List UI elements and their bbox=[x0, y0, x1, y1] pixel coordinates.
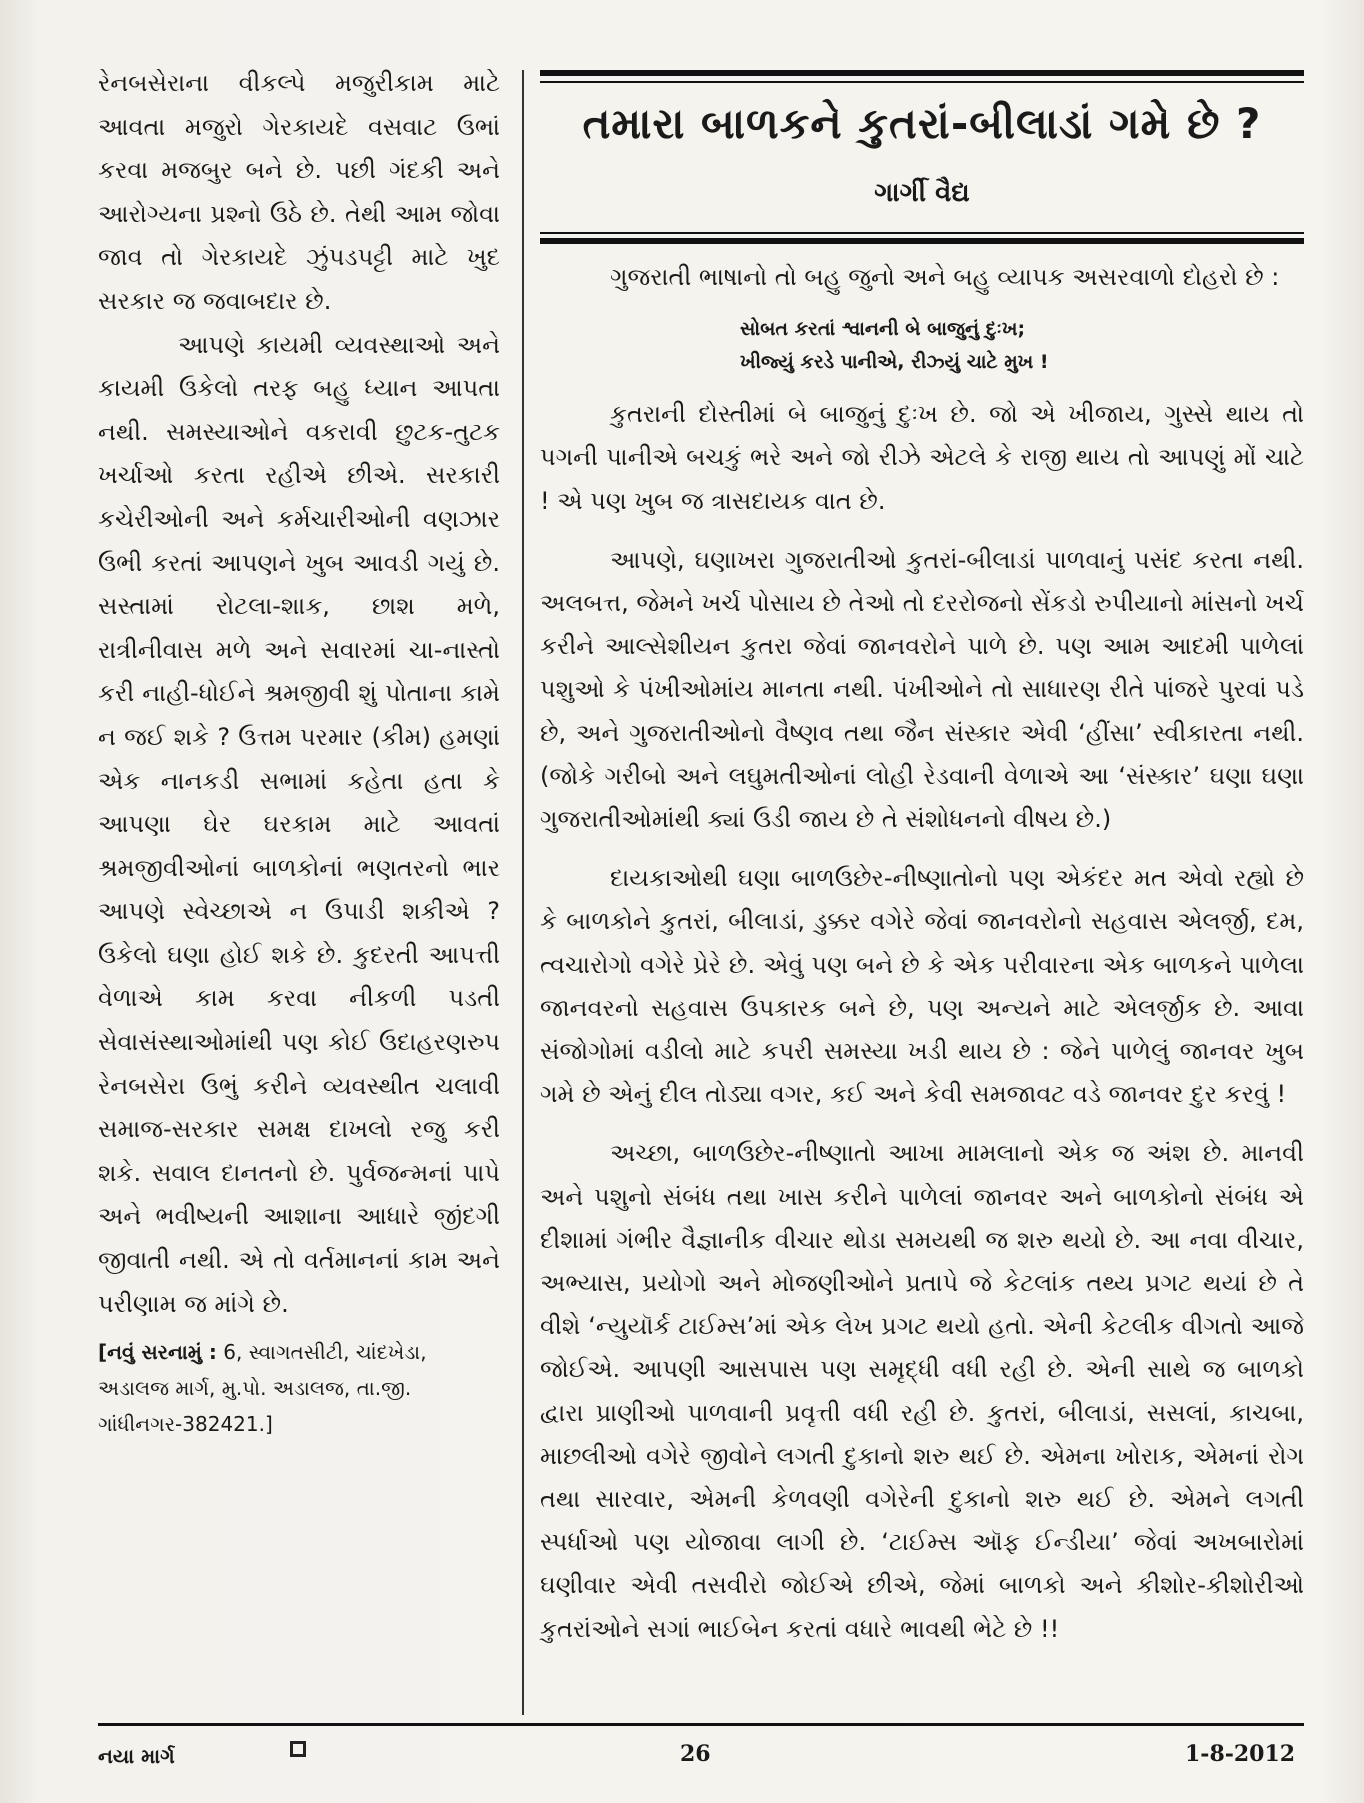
article-headline: તમારા બાળકને કુતરાં-બીલાડાં ગમે છે ? bbox=[582, 99, 1262, 148]
article-intro: ગુજરાતી ભાષાનો તો બહુ જુનો અને બહુ વ્યાપક અસરવાળો દોહરો છે : bbox=[610, 263, 1280, 291]
verse-line-2: ખીજ્યું કરડે પાનીએ, રીઝ્યું ચાટે મુખ ! bbox=[740, 351, 1049, 374]
address-label: [નવું સરનામું : bbox=[98, 1340, 217, 1365]
author-address bbox=[98, 1334, 500, 1442]
article-paragraph-2: આપણે, ઘણાખરા ગુજરાતીઓ કુતરાં-બીલાડાં પાળવાનું પસંદ કરતા નથી. અલબત્ત, જેમને ખર્ચ પોસાય છે તેઓ તો દરરોજનો સેંકડો રુપીયાનો માંસનો ખર્ચ કરીને આલ્સેશીયન કુતરા જેવાં જાનવરોને પાળે છે. પણ આમ આદમી પાળેલાં પશુઓ કે પંખીઓમાંય માનતા નથી. પંખીઓને તો સાધારણ રીતે પાંજરે પુરવાં પડે છે, અને ગુજરાતીઓનો વૈષ્ણવ તથા જૈન સંસ્કાર એવી ‘હીંસા’ સ્વીકારતા નથી. (જોકે ગરીબો અને લઘુમતીઓનાં લોહી રેડવાની વેળાએ આ ‘સંસ્કાર’ ઘણા ઘણા ગુજરાતીઓમાંથી ક્યાં ઉડી જાય છે તે સંશોધનનો વીષય છે.) bbox=[540, 545, 1304, 834]
column-divider bbox=[522, 70, 524, 1715]
address-text: 6, સ્વાગતસીટી, ચાંદખેડા, અડાલજ માર્ગ, મુ.પો. અડાલજ, તા.જી. ગાંધીનગર-382421.] bbox=[98, 1340, 427, 1437]
page-number: 26 bbox=[680, 1741, 711, 1767]
left-paragraph-1: રેનબસેરાના વીકલ્પે મજુરીકામ માટે આવતા મજુરો ગેરકાયદે વસવાટ ઉભાં કરવા મજબુર બને છે. પછી ગંદકી અને આરોગ્યના પ્રશ્નો ઉઠે છે. તેથી આમ જોવા જાવ તો ગેરકાયદે ઝુંપડપટ્ટી માટે ખુદ સરકાર જ જવાબદાર છે. bbox=[98, 69, 500, 315]
left-paragraph-2: આપણે કાયમી વ્યવસ્થાઓ અને કાયમી ઉકેલો તરફ બહુ ધ્યાન આપતા નથી. સમસ્યાઓને વકરાવી છુટક-તુટક ખર્ચાઓ કરતા રહીએ છીએ. સરકારી કચેરીઓની અને કર્મચારીઓની વણઝાર ઉભી કરતાં આપણને ખુબ આવડી ગયું છે. સસ્તામાં રોટલા-શાક, છાશ મળે, રાત્રીનીવાસ મળે અને સવારમાં ચા-નાસ્તો કરી નાહી-ધોઈને શ્રમજીવી શું પોતાના કામે ન જઈ શકે ? ઉત્તમ પરમાર (કીમ) હમણાં એક નાનકડી સભામાં કહેતા હતા કે આપણા ઘેર ઘરકામ માટે આવતાં શ્રમજીવીઓનાં બાળકોનાં ભણતરનો ભાર આપણે સ્વેચ્છાએ ન ઉપાડી શકીએ ? ઉકેલો ઘણા હોઈ શકે છે. કુદરતી આપત્તી વેળાએ કામ કરવા નીકળી પડતી સેવાસંસ્થાઓમાંથી પણ કોઈ ઉદાહરણરુપ રેનબસેરા ઉભું કરીને વ્યવસ્થીત ચલાવી સમાજ-સરકાર સમક્ષ દાખલો રજુ કરી શકે. સવાલ દાનતનો છે. પુર્વજન્મનાં પાપે અને ભવીષ્યની આશાના આધારે જીંદગી જીવાતી નથી. એ તો વર્તમાનનાં કામ અને પરીણામ જ માંગે છે. bbox=[98, 330, 500, 1318]
publication-name: નયા માર્ગ bbox=[98, 1744, 175, 1768]
left-column bbox=[98, 62, 500, 1442]
article-verse bbox=[540, 313, 1304, 379]
article-body bbox=[540, 256, 1304, 1667]
headline-rule-top bbox=[540, 70, 1304, 76]
article-paragraph-3: દાયકાઓથી ઘણા બાળઉછેર-નીષ્ણાતોનો પણ એકંદર મત એવો રહ્યો છે કે બાળકોને કુતરાં, બીલાડાં, ડુક્કર વગેરે જેવાં જાનવરોનો સહવાસ એલર્જી, દમ, ત્વચારોગો વગેરે પ્રેરે છે. એવું પણ બને છે કે એક પરીવારના એક બાળકને પાળેલા જાનવરનો સહવાસ ઉપકારક બને છે, પણ અન્યને માટે એલર્જીક છે. આવા સંજોગોમાં વડીલો માટે કપરી સમસ્યા ખડી થાય છે : જેને પાળેલું જાનવર ખુબ ગમે છે એનું દીલ તોડ્યા વગર, કઈ અને કેવી સમજાવટ વડે જાનવર દુર કરવું ! bbox=[540, 864, 1304, 1109]
headline-rule-bottom-thin bbox=[540, 232, 1304, 234]
article-author: ગાર્ગી વૈદ્ય bbox=[874, 178, 970, 208]
issue-date: 1-8-2012 bbox=[1185, 1741, 1296, 1767]
article-paragraph-4: અચ્છા, બાળઉછેર-નીષ્ણાતો આખા મામલાનો એક જ અંશ છે. માનવી અને પશુનો સંબંધ તથા ખાસ કરીને પાળેલાં જાનવર અને બાળકોનો સંબંધ એ દીશામાં ગંભીર વૈજ્ઞાનીક વીચાર થોડા સમયથી જ શરુ થયો છે. આ નવા વીચાર, અભ્યાસ, પ્રયોગો અને મોજણીઓને પ્રતાપે જે કેટલાંક તથ્ય પ્રગટ થયાં છે તે વીશે ‘ન્યુયૉર્ક ટાઈમ્સ’માં એક લેખ પ્રગટ થયો હતો. એની કેટલીક વીગતો આજે જોઈએ. આપણી આસપાસ પણ સમૃદ્ધી વધી રહી છે. એની સાથે જ બાળકો દ્વારા પ્રાણીઓ પાળવાની પ્રવૃત્તી વધી રહી છે. કુતરાં, બીલાડાં, સસલાં, કાચબા, માછલીઓ વગેરે જીવોને લગતી દુકાનો શરુ થઈ છે. એમના ખોરાક, એમનાં રોગ તથા સારવાર, એમની કેળવણી વગેરેની દુકાનો શરુ થઈ છે. એમને લગતી સ્પર્ધાઓ પણ યોજાવા લાગી છે. ‘ટાઈમ્સ ઑફ ઈન્ડીયા’ જેવાં અખબારોમાં ઘણીવાર એવી તસવીરો જોઈએ છીએ, જેમાં બાળકો અને કીશોર-કીશોરીઓ કુતરાંઓને સગાં ભાઈબેન કરતાં વધારે ભાવથી ભેટે છે !! bbox=[540, 1139, 1304, 1643]
headline-rule-bottom bbox=[540, 238, 1304, 244]
footer-rule bbox=[98, 1723, 1304, 1726]
verse-line-1: સોબત કરતાં શ્વાનની બે બાજુનું દુઃખ; bbox=[740, 318, 1026, 341]
headline-rule-top-thin bbox=[540, 81, 1304, 83]
article-paragraph-1: કુતરાની દોસ્તીમાં બે બાજુનું દુઃખ છે. જો એ ખીજાય, ગુસ્સે થાય તો પગની પાનીએ બચકું ભરે અને જો રીઝે એટલે કે રાજી થાય તો આપણું મોં ચાટે ! એ પણ ખુબ જ ત્રાસદાયક વાત છે. bbox=[540, 400, 1304, 515]
end-square-icon bbox=[290, 1741, 306, 1757]
